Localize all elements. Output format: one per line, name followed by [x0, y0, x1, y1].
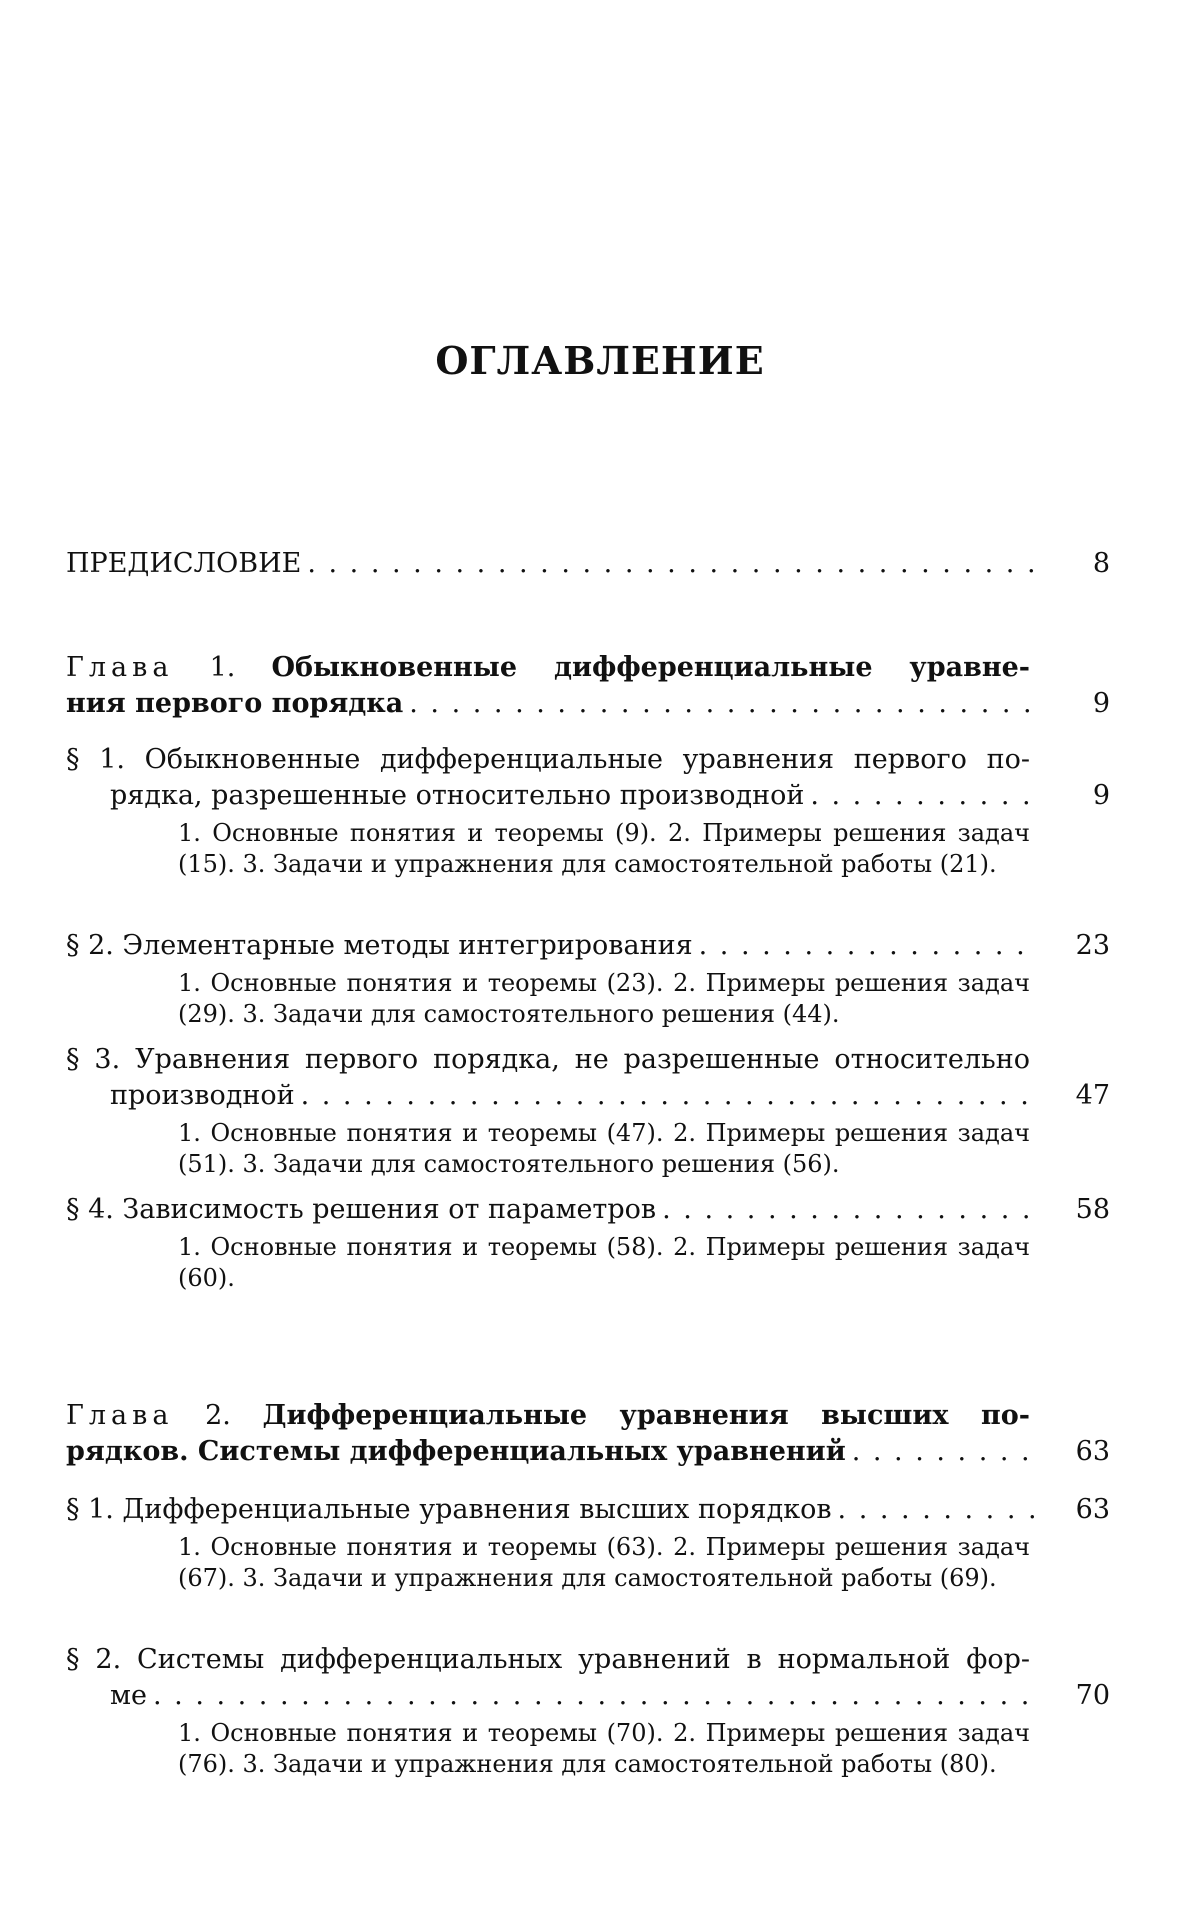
- toc-page-number: 63: [1075, 1494, 1110, 1525]
- toc-page-number: 8: [1092, 548, 1110, 579]
- leader-dots: [852, 1436, 1034, 1468]
- subsection-list: 1. Основные понятия и теоремы (63). 2. Примеры решения задач (67). 3. Задачи и упражнения для самостоятельной работы (69).: [178, 1533, 1030, 1592]
- section-heading[interactable]: § 2. Системы дифференциальных уравнений в нормальной фор-: [66, 1644, 1030, 1675]
- section-heading[interactable]: § 3. Уравнения первого порядка, не разрешенные относительно: [66, 1044, 1030, 1075]
- subsection-list: 1. Основные понятия и теоремы (9). 2. Примеры решения задач (15). 3. Задачи и упражнения для самостоятельной работы (21).: [178, 819, 1030, 878]
- toc-page-number: 47: [1075, 1080, 1110, 1111]
- leader-dots: [810, 780, 1034, 812]
- section-heading-cont[interactable]: [110, 1680, 1110, 1712]
- chapter-1-heading-line1[interactable]: [66, 652, 1030, 684]
- section-heading-cont[interactable]: [110, 780, 1110, 812]
- subsection-list: 1. Основные понятия и теоремы (58). 2. Примеры решения задач (60).: [178, 1233, 1030, 1292]
- chapter-title-cont: ния первого порядка: [66, 688, 404, 719]
- section-title: § 4. Зависимость решения от параметров: [66, 1194, 657, 1225]
- leader-dots: [307, 548, 1034, 580]
- chapter-number: 1.: [209, 652, 236, 683]
- subsection-list: 1. Основные понятия и теоремы (47). 2. Примеры решения задач (51). 3. Задачи для самостоятельного решения (56).: [178, 1119, 1030, 1178]
- section-title: рядка, разрешенные относительно производной: [110, 780, 805, 811]
- toc-page-number: 70: [1075, 1680, 1110, 1711]
- section-title: § 2. Элементарные методы интегрирования: [66, 930, 693, 961]
- toc-page-number: 9: [1092, 688, 1110, 719]
- toc-page-number: 23: [1075, 930, 1110, 961]
- chapter-title: Обыкновенные дифференциальные уравне-: [271, 652, 1030, 683]
- toc-page-number: 63: [1075, 1436, 1110, 1467]
- section-title: § 1. Дифференциальные уравнения высших порядков: [66, 1494, 832, 1525]
- leader-dots: [153, 1680, 1034, 1712]
- section-heading[interactable]: [66, 1494, 1110, 1526]
- chapter-2-heading-line2[interactable]: [66, 1436, 1110, 1468]
- leader-dots: [301, 1080, 1034, 1112]
- toc-entry-label: ПРЕДИСЛОВИЕ: [66, 548, 302, 579]
- chapter-title-cont: рядков. Системы дифференциальных уравнений: [66, 1436, 846, 1467]
- chapter-title: Дифференциальные уравнения высших по-: [262, 1400, 1030, 1431]
- toc-page-number: 58: [1075, 1194, 1110, 1225]
- leader-dots: [838, 1494, 1034, 1526]
- section-heading[interactable]: § 1. Обыкновенные дифференциальные уравнения первого по-: [66, 744, 1030, 775]
- leader-dots: [699, 930, 1034, 962]
- toc-page-number: 9: [1092, 780, 1110, 811]
- chapter-label: Глава: [66, 652, 174, 683]
- leader-dots: [409, 688, 1034, 720]
- section-title: ме: [110, 1680, 147, 1711]
- subsection-list: 1. Основные понятия и теоремы (70). 2. Примеры решения задач (76). 3. Задачи и упражнения для самостоятельной работы (80).: [178, 1719, 1030, 1778]
- page-title: ОГЛАВЛЕНИЕ: [435, 338, 765, 383]
- chapter-1-heading-line2[interactable]: [66, 688, 1110, 720]
- chapter-label: Глава: [66, 1400, 174, 1431]
- subsection-list: 1. Основные понятия и теоремы (23). 2. Примеры решения задач (29). 3. Задачи для самостоятельного решения (44).: [178, 969, 1030, 1028]
- chapter-number: 2.: [205, 1400, 231, 1431]
- leader-dots: [662, 1194, 1034, 1226]
- toc-entry-preface[interactable]: [66, 548, 1110, 580]
- chapter-2-heading-line1[interactable]: [66, 1400, 1030, 1432]
- section-heading[interactable]: [66, 1194, 1110, 1226]
- section-heading[interactable]: [66, 930, 1110, 962]
- section-title: производной: [110, 1080, 295, 1111]
- section-heading-cont[interactable]: [110, 1080, 1110, 1112]
